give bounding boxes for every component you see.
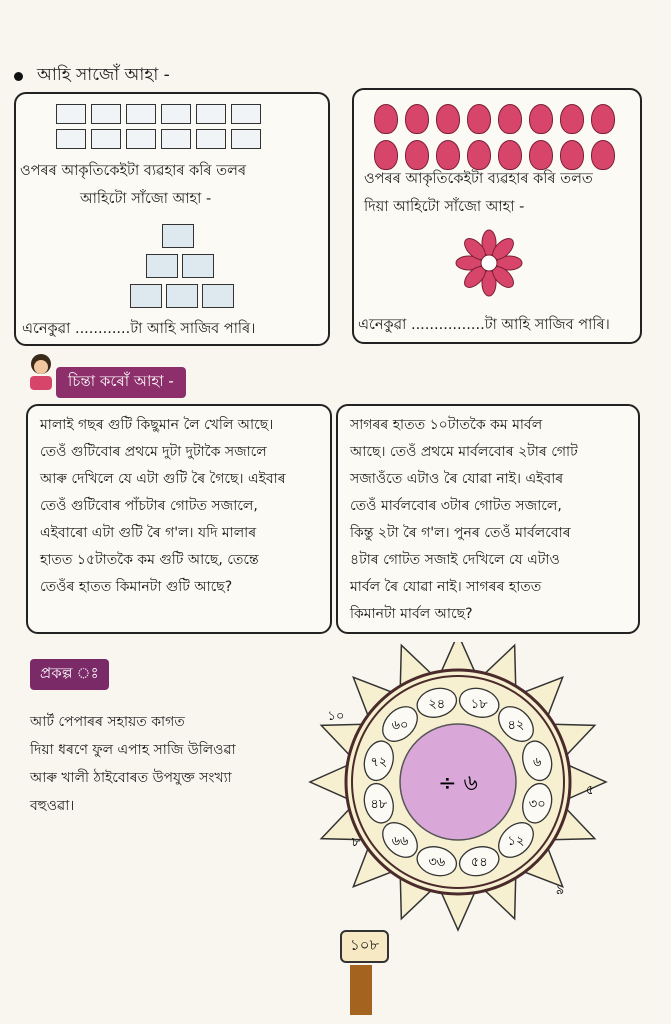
pyramid-bottom xyxy=(130,284,234,308)
inner-petal-number: ২৪ xyxy=(428,696,446,712)
project-text-line: আৰু খালী ঠাইবোৰত উপযুক্ত সংখ্যা xyxy=(30,770,232,786)
right-activity-box: ওপৰৰ আকৃতিকেইটা ব্যৱহাৰ কৰি তলত দিয়া আহিটো সাঁজো আহা - এনেকুৱা ................টা আহি সাজিব পাৰি। xyxy=(352,88,642,344)
flower-center-label: ÷ ৬ xyxy=(438,771,478,796)
inner-petal-number: ৬৬ xyxy=(391,833,409,849)
inner-petal-number: ৬০ xyxy=(391,718,409,734)
puzzle-right-line: কিন্তু ২টা ৰৈ গ'ল। পুনৰ তেওঁ মাৰ্বলবোৰ xyxy=(350,525,571,541)
petal-grid xyxy=(374,104,613,170)
project-label: প্ৰকল্প ঃ xyxy=(30,659,109,690)
think-label: চিন্তা কৰোঁ আহা - xyxy=(56,367,186,398)
section-heading: আহি সাজোঁ আহা - xyxy=(14,62,170,90)
pyramid-top xyxy=(162,224,194,248)
inner-petal-number: ১৮ xyxy=(470,696,488,712)
girl-thinking-icon xyxy=(24,352,58,392)
puzzle-right-box xyxy=(336,404,640,634)
puzzle-right-line: তেওঁ মাৰ্বলবোৰ ৩টাৰ গোটত সজালে, xyxy=(350,498,562,514)
flower-ray xyxy=(310,764,349,799)
bullet-icon xyxy=(14,72,23,81)
outer-ray-number: ৫ xyxy=(585,783,595,798)
square-grid xyxy=(56,104,261,149)
inner-petal-number: ৬ xyxy=(532,754,542,770)
puzzle-left-box xyxy=(26,404,332,634)
project-text-line: দিয়া ধৰণে ফুল এপাহ সাজি উলিওৱা xyxy=(30,742,236,758)
left-activity-box: ওপৰৰ আকৃতিকেইটা ব্যৱহাৰ কৰি তলৰ আহিটো সাঁজো আহা - এনেকুৱা ............টা আহি সাজিব পাৰি। xyxy=(14,92,330,346)
outer-ray-number: ১০ xyxy=(327,709,345,724)
puzzle-left-line: আৰু দেখিলে যে এটা গুটি ৰৈ গৈছে। এইবাৰ xyxy=(40,471,286,487)
puzzle-right-line: আছে। তেওঁ প্ৰথমে মাৰ্বলবোৰ ২টাৰ গোট xyxy=(350,444,578,460)
outer-ray-number: ৯ xyxy=(555,883,565,898)
project-text-line: বহুওৱা। xyxy=(30,798,75,814)
inner-petal-number: ৪৮ xyxy=(370,797,388,813)
inner-petal-number: ১২ xyxy=(507,833,525,849)
page-number: ১০৮ xyxy=(340,930,389,963)
puzzle-left-line: তেওঁ গুটিবোৰ প্ৰথমে দুটা দুটাকৈ সজালে xyxy=(40,444,267,460)
puzzle-left-line: হাতত ১৫টাতকৈ কম গুটি আছে, তেন্তে xyxy=(40,552,259,568)
puzzle-right-line: সজাওঁতে এটাও ৰৈ যোৱা নাই। এইবাৰ xyxy=(350,471,564,487)
outer-ray-number: ৮ xyxy=(351,835,361,850)
inner-petal-number: ৫৪ xyxy=(470,855,488,871)
puzzle-left-line: তেওঁ গুটিবোৰ পাঁচটাৰ গোটত সজালে, xyxy=(40,498,258,514)
puzzle-left-line: তেওঁৰ হাতত কিমানটা গুটি আছে? xyxy=(40,579,233,595)
inner-petal-number: ৩০ xyxy=(528,797,546,813)
puzzle-right-line: মাৰ্বল ৰৈ যোৱা নাই। সাগৰৰ হাতত xyxy=(350,579,542,595)
flower-icon xyxy=(454,228,524,298)
puzzle-left-line: এইবাৰো এটা গুটি ৰৈ গ'ল। যদি মালাৰ xyxy=(40,525,257,541)
puzzle-right-line: ৪টাৰ গোটত সজাই দেখিলে যে এটাও xyxy=(350,552,560,568)
inner-petal-number: ৪২ xyxy=(507,718,525,734)
page-number-stand xyxy=(350,965,372,1015)
pyramid-mid xyxy=(146,254,214,278)
inner-petal-number: ৩৬ xyxy=(428,855,446,871)
puzzle-left-line: মালাই গছৰ গুটি কিছুমান লৈ খেলি আছে। xyxy=(40,417,274,433)
number-flower xyxy=(308,642,608,932)
puzzle-right-line: কিমানটা মাৰ্বল আছে? xyxy=(350,606,473,622)
puzzle-right-line: সাগৰৰ হাতত ১০টাতকৈ কম মাৰ্বল xyxy=(350,417,543,433)
flower-ray xyxy=(440,891,475,930)
project-text-line: আৰ্ট পেপাৰৰ সহায়ত কাগত xyxy=(30,714,185,730)
inner-petal-number: ৭২ xyxy=(370,754,388,770)
